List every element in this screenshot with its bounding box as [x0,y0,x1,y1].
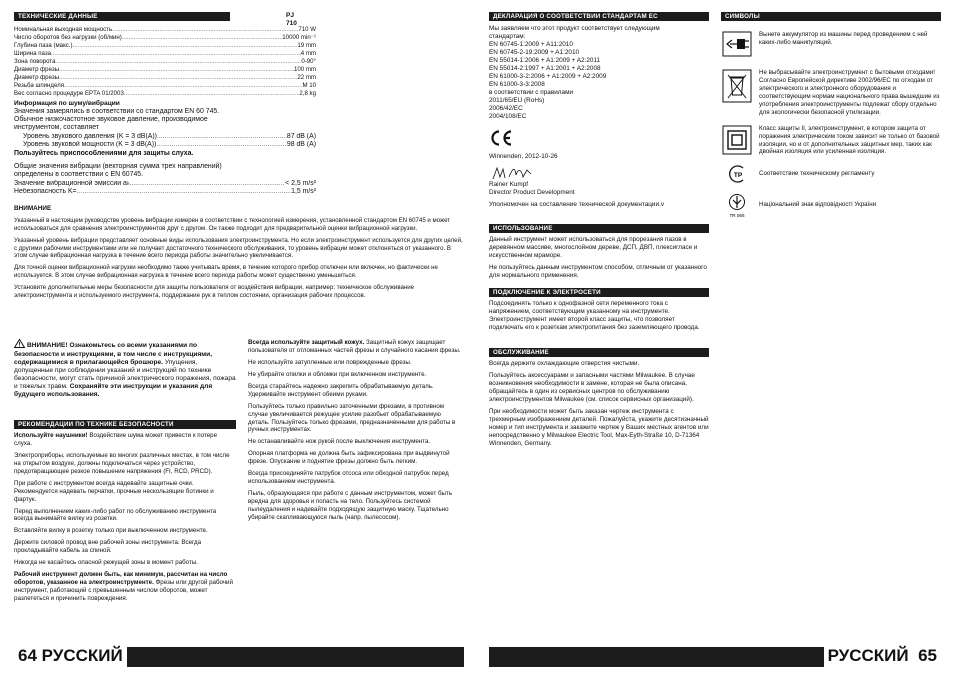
spec-row [14,90,316,98]
symbol-text-1: Не выбрасывайте электроинструмент с бытовыми отходами! Согласно Европейской директиве 2002/96/ЕС по отходам от электрического и электронного оборудования и соответствующим нормам национального права вышедшие из употребления электроинструменты подлежат сбору отдельно для экологически безопасной утилизации. [759,69,940,116]
spec-row [14,42,316,50]
spec-value: 4 mm [300,50,316,57]
decl-intro: Мы заявляем что этот продукт соответствует следующим стандартам: [489,25,660,40]
attention-keep: Сохраняйте эти инструкции и указания для будущего использования. [14,383,213,399]
spec-value: 98 dB (A) [286,141,316,149]
spec-label: Диаметр фрезы [14,74,60,81]
model-label: PJ 710 [286,12,297,28]
spec-label: Зона поворота [14,58,56,65]
spec-row [14,74,316,82]
spec-row [14,82,316,90]
page-65 [477,0,954,677]
signer-name: Rainer Kumpf [489,181,529,189]
spec-value: 0-90° [301,58,316,65]
use-header: ИСПОЛЬЗОВАНИЕ [489,224,709,233]
safety-paragraph: Электроприборы, используемые во многих различных местах, в том числе на открытом воздухе, должны подключаться через устройство, предотвращающее резкое повышение напряжения (FI, RCD, PRCD). [14,451,230,475]
use-paras [489,236,709,280]
spec-row [14,34,316,42]
attention-bold: ВНИМАНИЕ! Ознакомьтесь со всеми указаниями по безопасности и инструкциями, в том числе с инструкциями, содержащимися в прилагающейся брошюре. [14,342,213,367]
safety-section [14,420,236,607]
subscript-h: h [126,180,130,186]
spec-label: Номинальная выходная мощность [14,26,113,33]
safety-paragraph: Пользуйтесь только правильно заточенными фрезами, в противном случае увеличивается режущее усилие разобьет обрабатываемую деталь. Пользуйтесь только фрезами, предназначенными для работы в ручных инструментах. [248,402,456,434]
safety-first-bold: Используйте наушники! [14,432,88,439]
warning-title: ВНИМАНИЕ [14,205,52,212]
mid-first-text: Защитный кожух защищает пользователя от отломанных частей фрезы и случайного касания фрезы. [248,339,461,354]
standard-line: EN 61000-3-3:2008 [489,81,545,88]
maint-paragraph: Всегда держите охлаждающие отверстия чистыми. [489,360,640,367]
spec-label: Ширина паза [14,50,52,57]
standard-line: 2011/65/EU (RoHs) [489,97,545,104]
plug-removal-icon [721,31,753,57]
spec-value: 10000 min⁻¹ [282,34,316,41]
standards-list [489,41,709,121]
safety-paras [14,452,236,567]
maint-paragraph: При необходимости может быть заказан чертеж инструмента с трехмерным изображением деталей. Пожалуйста, укажите десятизначный номер и тип инструмента и закажите чертеж у Ваших местных агентов или непосредственно у Milwaukee Electric Tool, Max-Eyth-Straße 10, D-71364 Winnenden, Germany. [489,408,709,448]
spec-header: ТЕХНИЧЕСКИЕ ДАННЫЕ [14,12,230,21]
use-section [489,224,709,284]
elec-header: ПОДКЛЮЧЕНИЕ К ЭЛЕКТРОСЕТИ [489,288,709,297]
safety-paragraph: Никогда не касайтесь опасной режущей зоны в момент работы. [14,559,198,567]
spec-value: < 2,5 m/s² [285,179,316,187]
double-insulation-icon [721,125,753,155]
gost-icon [721,164,753,184]
use-paragraph: Не пользуйтесь данным инструментом способом, отличным от указанного для нормального применения. [489,264,707,280]
spec-row [14,26,316,34]
spec-section [14,12,316,98]
maint-paras [489,360,709,448]
ukraine-mark-icon [721,192,753,218]
leader-dots [112,26,298,34]
spec-label: Уровень звукового давления (K = 3 dB(A)) [23,132,157,140]
footer-left-label [14,645,127,667]
symbol-text-0: Вынете аккумулятор из машины перед проведением с ней каких-либо манипуляций. [759,31,928,46]
spec-label: Глубина паза (макс.) [14,42,73,49]
safety-paragraph: Не используйте затупленные или поврежденные фрезы. [248,358,412,366]
standard-line: в соответствии с правилами [489,89,574,96]
spec-label: Диаметр фрезы [14,66,60,73]
spec-row [14,188,316,197]
mid-column [248,339,464,526]
warning-paragraph: Указанный в настоящем руководстве уровень вибрации измерен в соответствии с технологией измерения, установленной стандартом EN 60745 и может использоваться для сравнения электроинструментов друг с другом. Он также подходит для предварительной оценки вибрационной нагрузки. [14,217,451,232]
spec-label: Значение вибрационной эмиссии a [14,179,127,187]
noise-protect: Пользуйтесь приспособлениями для защиты слуха. [14,149,194,157]
spec-value: 710 W [298,26,316,33]
safety-paragraph: Всегда присоединяйте патрубок отсоса или обходной патрубок перед использованием инструмента. [248,470,449,486]
signature-image [491,165,709,181]
spec-label: Резьба шпинделя [14,82,65,89]
safety-paragraph: Держите силовой провод вне рабочей зоны инструмента. Всегда прокладывайте кабель за спиной. [14,539,202,555]
leader-dots [64,82,302,90]
spec-value: 2,8 kg [299,90,316,97]
spec-value: 19 mm [297,42,316,49]
spec-label: Небезопасность K= [14,188,77,196]
spec-list [14,26,316,98]
spec-label: Вес согласно процедуре EPTA 01/2003 [14,90,124,97]
vib-text: Общие значения вибрации (векторная сумма трех направлений) определены в соответствии с EN 60745. [14,163,222,179]
spec-row [14,141,316,150]
standard-line: 2006/42/EC [489,105,523,112]
spec-value: 22 mm [297,74,316,81]
standard-line: 2004/108/EC [489,113,527,120]
tp-label: TP [733,172,743,180]
safety-paragraph: Не останавливайте нож рукой после выключения инструмента. [248,438,431,446]
warning-paras [14,217,464,299]
safety-paragraph: При работе с инструментом всегда надевайте защитные очки. Рекомендуется надевать перчатки, прочные нескользящие ботинки и фартук. [14,479,214,503]
maint-header: ОБСЛУЖИВАНИЕ [489,348,709,357]
warning-paragraph: Указанный уровень вибрации представляет основные виды использования электроинструмента. Но если электроинструмент используется для других целей, с другими рабочими инструментами или не получает достаточного технического обслуживания, то уровень вибрации может отклоняться от указанного. В этом случае вибрационная нагрузка в течение всего периода работы значительно увеличивается. [14,236,463,260]
standard-line: EN 60745-2-19:2009 + A1:2010 [489,49,580,56]
symbol-row [721,69,941,117]
place-date: Winnenden, 2012-10-26 [489,153,558,161]
leader-dots [59,74,297,82]
symbol-text-4: Національний знак відповідності України [759,201,877,209]
noise-list [14,133,316,150]
elec-section [489,288,709,336]
leader-dots [73,42,298,50]
vib-list [14,180,316,197]
standard-line: EN 55014-2:1997 + A1:2001 + A2:2008 [489,65,601,72]
safety-paragraph: Опорная платформа не должна быть зафиксирована при выдвинутой фрезе. Опускание и поднятие фрезы должно быть легким. [248,450,450,466]
warning-triangle-icon [14,339,25,351]
decl-section [489,12,709,209]
leader-dots [156,141,287,150]
warning-section [14,205,464,303]
safety-first-text: Воздействие шума может привести к потере слуха. [14,432,218,447]
use-paragraph: Данный инструмент может использоваться для прорезания пазов в деревянном массиве, многослойном дереве, ДСП, ДВП, плексигласе и искусственном мраморе. [489,236,698,260]
spec-row [14,66,316,74]
safety-paragraph: Всегда старайтесь надежно закрепить обрабатываемую деталь. Удерживайте инструмент обеими руками. [248,382,434,398]
footer-right-label [824,645,941,667]
standard-line: EN 55014-1:2006 + A1:2009 + A2:2011 [489,57,601,64]
noise-level-text: Обычное низкочастотное звуковое давление, производимое инструментом, составляет [14,116,208,132]
footer-lang-right: РУССКИЙ [827,646,909,665]
leader-dots [56,58,302,66]
page-number-65: 65 [918,646,937,665]
noise-title: Информация по шуму/вибрации [14,100,120,107]
mid-first-bold: Всегда используйте защитный кожух. [248,339,365,346]
symbol-row [721,192,941,218]
leader-dots [51,50,301,58]
maint-section [489,348,709,452]
safety-last-text: Фрезы или другой рабочий инструмент, работающий с превышенным числом оборотов, может разлететься и причинить повреждения. [14,579,233,602]
symbol-row [721,125,941,157]
safety-paragraph: Перед выполнением каких-либо работ по обслуживанию инструмента всегда вынимайте вилку из розетки. [14,507,217,523]
safety-header: РЕКОМЕНДАЦИИ ПО ТЕХНИКЕ БЕЗОПАСНОСТИ [14,420,236,429]
signer-title: Director Product Development [489,189,575,197]
sym-section [721,12,941,226]
maint-paragraph: Пользуйтесь аксессуарами и запасными частями Milwaukee. В случае возникновения необходимости в замене, которая не была описана, обращайтесь в один из сервисных центров по обслуживанию электроинструментов Milwaukee (см. список сервисных организаций). [489,372,695,404]
noise-intro: Значения замерялись в соответствии со стандартом EN 60 745. [14,107,220,115]
leader-dots [126,180,285,189]
safety-paragraph: Пыль, образующаяся при работе с данным инструментом, может быть вредна для здоровья и попасть на тело. Пользуйтесь системой пылеудаления и надевайте подходящую защитную маску. Тщательно убирайте скапливающуюся пыль (напр. пылесосом). [248,490,453,521]
safety-last-bold: Рабочий инструмент должен быть, как минимум, рассчитан на число оборотов, указанное на электроинструменте. [14,571,228,587]
leader-dots [157,133,287,142]
standard-line: EN 61000-3-2:2006 + A1:2009 + A2:2009 [489,73,607,80]
warning-paragraph: Для точной оценки вибрационной нагрузки необходимо также учитывать время, в течение которого прибор отключен или включен, но фактически не используется. В этом случае вибрационная нагрузка в течение всего периода работы может существенно уменьшиться. [14,264,438,279]
spec-label: Уровень звуковой мощности (K = 3 dB(A)) [23,141,157,149]
safety-paragraph: Вставляйте вилку в розетку только при выключенном инструменте. [14,527,208,535]
ce-mark-icon [489,130,709,149]
symbol-text-3: Соответствие техническому регламенту [759,170,875,178]
sym-header: СИМВОЛЫ [721,12,941,21]
spec-row [14,133,316,142]
safety-paragraph: Не убирайте опилки и обломки при включенном инструменте. [248,370,427,378]
spec-row [14,50,316,58]
mid-paras [248,359,464,522]
crossed-bin-icon [721,69,753,103]
decl-header: ДЕКЛАРАЦИЯ О СООТВЕТСТВИИ СТАНДАРТАМ ЕС [489,12,709,21]
leader-dots [122,34,282,42]
tr-label: TR 066 [729,213,745,219]
spec-row [14,180,316,189]
spec-value: M 10 [302,82,316,89]
leader-dots [124,90,300,98]
symbol-row [721,31,941,57]
elec-text: Подсоединять только к однофазной сети переменного тока с напряжением, соответствующим указанному на инструменте. Электроинструмент имеет второй класс защиты, что позволяет подключать его к розеткам электропитания без заземляющего провода. [489,300,700,332]
symbol-row [721,164,941,184]
spec-value: 87 dB (A) [286,132,316,140]
standard-line: EN 60745-1:2009 + A11:2010 [489,41,573,48]
spec-row [14,58,316,66]
signer-auth: Уполномочен на составление технической документации.v [489,201,665,209]
warning-paragraph: Установите дополнительные меры безопасности для защиты пользователя от воздействия вибрации, например: техническое обслуживание электроинструмента и используемого инструмента, поддержание рук в теплом состоянии, организация рабочих процессов. [14,283,415,299]
spec-value: 100 mm [293,66,316,73]
page-number-64: 64 [18,646,37,665]
footer-lang-left: РУССКИЙ [41,646,123,665]
leader-dots [59,66,294,74]
spec-value: 1,5 m/s² [291,188,316,196]
leader-dots [77,188,292,197]
symbol-text-2: Класс защиты II, электроинструмент, в котором защита от поражения электрическим током зависит не только от базовой изоляции, но и от дополнительных защитных мер, таких как двойная изоляция или усиленная изоляция. [759,124,940,156]
noise-section [14,100,316,197]
svg-text:!: ! [18,342,21,348]
spec-label: Число оборотов без нагрузки (об/мин) [14,34,122,41]
attention-text: Упущения, допущенные при соблюдении указаний и инструкций по технике безопасности, могут стать причиной электрического поражения, пожара и тяжелых травм. [14,359,236,391]
attention-block [14,339,236,399]
